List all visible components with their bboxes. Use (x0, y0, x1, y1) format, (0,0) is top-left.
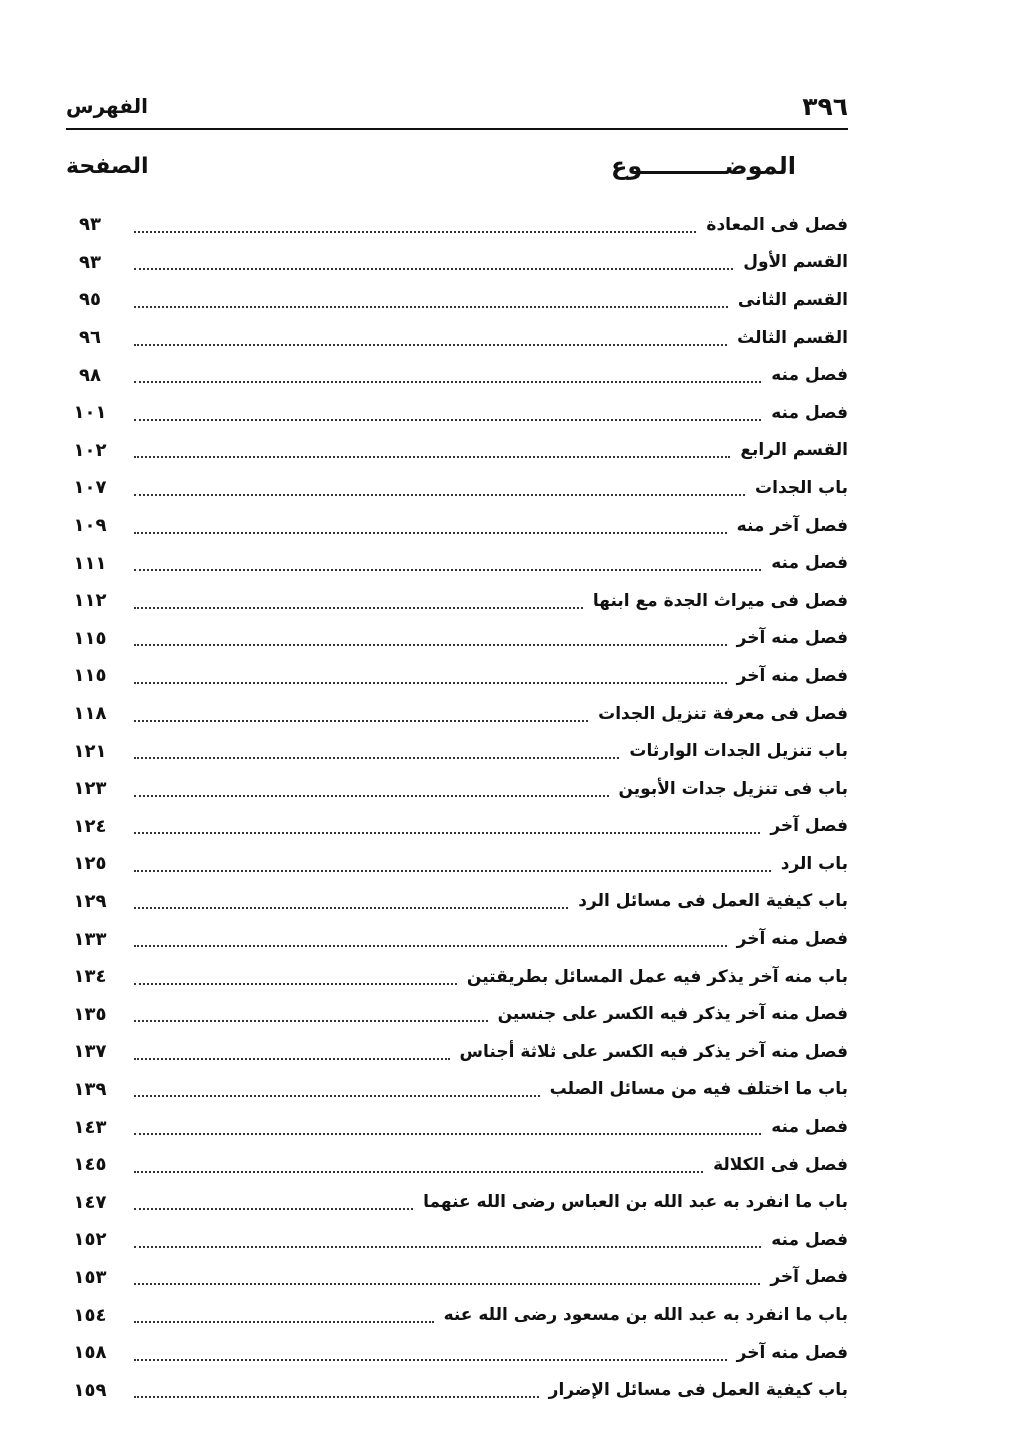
toc-entry-title: فصل آخر (770, 816, 848, 837)
dot-leader (134, 456, 730, 458)
toc-entry-title: فصل آخر (770, 1267, 848, 1288)
dot-leader (134, 1058, 450, 1060)
toc-entry-page: ١٢٩ (73, 890, 107, 912)
toc-entry-page: ٩٣ (79, 251, 101, 273)
toc-entry-page: ٩٨ (79, 364, 101, 386)
toc-entry-title: باب فى تنزيل جدات الأبوين (618, 778, 848, 799)
toc-entry-title: باب ما انفرد به عبد الله بن العباس رضى الله عنهما (423, 1192, 848, 1213)
toc-entry-page: ١١٨ (73, 703, 107, 725)
toc-entry-page: ١٤٣ (73, 1116, 107, 1138)
running-title: الفهرس (66, 94, 149, 118)
toc-entry (66, 507, 848, 545)
toc-entry-title: فصل فى المعادة (706, 214, 848, 235)
toc-entry-title: القسم الأول (743, 252, 848, 273)
dot-leader (134, 644, 727, 646)
toc-entry-title: باب كيفية العمل فى مسائل الإضرار (548, 1380, 848, 1401)
dot-leader (134, 1396, 539, 1398)
toc-entry-page: ١٥٢ (73, 1229, 107, 1251)
toc-entry (66, 319, 848, 357)
dot-leader (134, 1171, 703, 1173)
toc-entry (66, 544, 848, 582)
toc-entry-page: ١٣٩ (73, 1078, 107, 1100)
page-number: ٣٩٦ (802, 92, 848, 121)
toc-entry (66, 808, 848, 846)
toc-entry-title: القسم الثالث (737, 327, 848, 348)
dot-leader (134, 381, 761, 383)
toc-entry-page: ١٥٤ (73, 1304, 107, 1326)
dot-leader (134, 419, 761, 421)
dot-leader (134, 945, 727, 947)
dot-leader (134, 1321, 434, 1323)
page-column-heading: الصفحة (66, 154, 149, 179)
toc-entry-page: ١٣٥ (73, 1003, 107, 1025)
column-headers (66, 152, 848, 192)
toc-entry-title: فصل منه (771, 1117, 848, 1138)
dot-leader (134, 1246, 761, 1248)
toc-entry-page: ٩٦ (79, 327, 101, 349)
toc-entry-title: فصل منه (771, 553, 848, 574)
toc-entry-title: فصل منه آخر (736, 929, 848, 950)
toc-entry-title: باب كيفية العمل فى مسائل الرد (578, 891, 848, 912)
toc-entry-page: ١٤٧ (73, 1191, 107, 1213)
toc-entry-title: فصل منه آخر يذكر فيه الكسر على جنسين (497, 1004, 848, 1025)
toc-entry-title: باب ما اختلف فيه من مسائل الصلب (549, 1079, 848, 1100)
toc-entry-title: باب تنزيل الجدات الوارثات (629, 741, 848, 762)
page-header (66, 90, 848, 130)
toc-entry-page: ١٠١ (73, 402, 107, 424)
toc-entry (66, 695, 848, 733)
toc-entry-title: فصل منه (771, 365, 848, 386)
topic-column-heading: الموضــــــــــوع (610, 152, 796, 180)
dot-leader (134, 907, 568, 909)
toc-entry-page: ١٠٩ (73, 515, 107, 537)
dot-leader (134, 720, 588, 722)
toc-entry-page: ١٣٣ (73, 928, 107, 950)
toc-entry-page: ٩٣ (79, 214, 101, 236)
dot-leader (134, 870, 771, 872)
toc-entry (66, 1334, 848, 1372)
toc-entry (66, 206, 848, 244)
dot-leader (134, 1359, 727, 1361)
toc-entry (66, 356, 848, 394)
dot-leader (134, 569, 761, 571)
toc-entry (66, 582, 848, 620)
toc-entry (66, 1371, 848, 1409)
toc-entry-page: ١٥٣ (73, 1266, 107, 1288)
toc-entry (66, 620, 848, 658)
dot-leader (134, 1283, 760, 1285)
toc-entry (66, 469, 848, 507)
toc-entry (66, 1146, 848, 1184)
toc-entry-page: ١٢٣ (73, 778, 107, 800)
toc-entry-page: ١٠٢ (73, 439, 107, 461)
toc-entry-title: باب ما انفرد به عبد الله بن مسعود رضى الله عنه (443, 1305, 848, 1326)
toc-entry-page: ٩٥ (79, 289, 101, 311)
dot-leader (134, 795, 609, 797)
dot-leader (134, 344, 727, 346)
dot-leader (134, 532, 727, 534)
toc-entry-title: فصل منه آخر (736, 665, 848, 686)
toc-entry (66, 1221, 848, 1259)
toc-entry-page: ١٣٧ (73, 1041, 107, 1063)
dot-leader (134, 1208, 413, 1210)
dot-leader (134, 757, 619, 759)
dot-leader (134, 1095, 540, 1097)
toc-entry-page: ١٤٥ (73, 1154, 107, 1176)
dot-leader (134, 231, 696, 233)
toc-entry (66, 1259, 848, 1297)
dot-leader (134, 607, 583, 609)
toc-entry-title: القسم الثانى (737, 289, 848, 310)
dot-leader (134, 306, 728, 308)
toc-entry (66, 1296, 848, 1334)
toc-entry-page: ١١١ (73, 552, 107, 574)
toc-entry (66, 244, 848, 282)
toc-entry (66, 958, 848, 996)
toc-entry-title: فصل منه آخر (736, 628, 848, 649)
dot-leader (134, 1020, 488, 1022)
toc-entry-page: ١٥٩ (73, 1379, 107, 1401)
toc-entry (66, 883, 848, 921)
toc-entry-title: القسم الرابع (740, 440, 848, 461)
toc-entry (66, 920, 848, 958)
toc-entry (66, 281, 848, 319)
dot-leader (134, 268, 733, 270)
toc-entry-page: ١٥٨ (73, 1342, 107, 1364)
toc-entry-page: ١١٥ (73, 627, 107, 649)
toc-entry-page: ١٠٧ (73, 477, 107, 499)
dot-leader (134, 983, 457, 985)
toc-entry-title: فصل فى الكلالة (713, 1154, 848, 1175)
toc-entry-title: فصل آخر منه (736, 515, 848, 536)
toc-entry-page: ١٣٤ (73, 966, 107, 988)
toc-entry-page: ١٢١ (73, 740, 107, 762)
toc-entry (66, 1071, 848, 1109)
toc-entry-title: فصل منه آخر يذكر فيه الكسر على ثلاثة أجناس (459, 1041, 848, 1062)
toc-entry (66, 995, 848, 1033)
toc-entry-title: فصل فى معرفة تنزيل الجدات (598, 703, 848, 724)
toc-entry-title: باب الرد (780, 853, 848, 874)
dot-leader (134, 1133, 761, 1135)
toc-list (66, 206, 848, 1409)
toc-entry (66, 845, 848, 883)
toc-entry (66, 1108, 848, 1146)
toc-entry (66, 770, 848, 808)
toc-entry (66, 394, 848, 432)
toc-entry-title: فصل منه (771, 1229, 848, 1250)
toc-entry-page: ١٢٥ (73, 853, 107, 875)
toc-entry (66, 732, 848, 770)
dot-leader (134, 682, 727, 684)
toc-entry-title: فصل فى ميراث الجدة مع ابنها (592, 590, 848, 611)
dot-leader (134, 494, 745, 496)
toc-entry-title: فصل منه (771, 402, 848, 423)
toc-entry-page: ١١٢ (73, 590, 107, 612)
toc-entry (66, 1183, 848, 1221)
toc-entry (66, 657, 848, 695)
toc-entry (66, 432, 848, 470)
toc-entry-page: ١٢٤ (73, 815, 107, 837)
dot-leader (134, 832, 760, 834)
toc-entry-title: باب الجدات (755, 477, 848, 498)
toc-entry-title: فصل منه آخر (736, 1342, 848, 1363)
toc-entry (66, 1033, 848, 1071)
toc-entry-title: باب منه آخر يذكر فيه عمل المسائل بطريقتين (466, 966, 848, 987)
toc-entry-page: ١١٥ (73, 665, 107, 687)
